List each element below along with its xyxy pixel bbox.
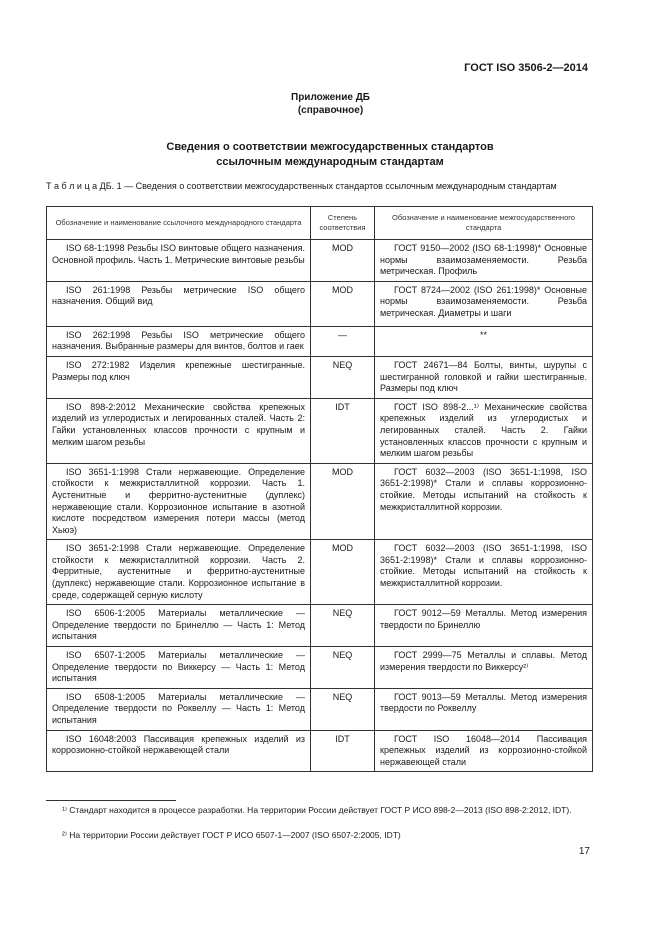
degree-cell: NEQ	[311, 356, 375, 398]
degree-cell: MOD	[311, 240, 375, 282]
degree-cell: —	[311, 326, 375, 356]
appendix-subtitle: (справочное)	[297, 105, 364, 116]
international-standard-cell: ISO 898-2:2012 Механические свойства крепежных изделий из углеродистых и легированных сталей. Часть 2: Гайки установленных классов прочности с крупным и мелким шагом резьбы	[47, 398, 311, 463]
interstate-standard-cell: ГОСТ 6032—2003 (ISO 3651-1:1998, ISO 3651-2:1998)* Стали и сплавы коррозионно-стойкие. Методы испытаний на стойкость к межкристаллитной коррозии.	[375, 463, 593, 540]
header-interstate-standard: Обозначение и наименование межгосударственного стандарта	[375, 207, 593, 240]
correspondence-table	[46, 206, 593, 772]
degree-cell: NEQ	[311, 688, 375, 730]
international-standard-cell: ISO 3651-2:1998 Стали нержавеющие. Определение стойкости к межкристаллитной коррозии. Часть 2. Ферритные, аустенитные и ферритно-аустенитные (дуплекс) нержавеющие стали. Коррозионное испытание в среде, содержащей серную кислоту	[47, 540, 311, 605]
international-standard-cell: ISO 272:1982 Изделия крепежные шестигранные. Размеры под ключ	[47, 356, 311, 398]
section-heading-line-1: Сведения о соответствии межгосударственных стандартов	[166, 141, 494, 153]
table-row	[47, 240, 593, 282]
interstate-standard-cell: ГОСТ ISO 16048—2014 Пассивация крепежных изделий из коррозионно-стойкой нержавеющей стали	[375, 730, 593, 772]
table-row	[47, 281, 593, 326]
table-row	[47, 356, 593, 398]
degree-cell: MOD	[311, 281, 375, 326]
table-row	[47, 463, 593, 540]
international-standard-cell: ISO 261:1998 Резьбы метрические ISO общего назначения. Общий вид	[47, 281, 311, 326]
footnote-separator	[46, 800, 176, 801]
interstate-standard-cell: ГОСТ 8724—2002 (ISO 261:1998)* Основные нормы взаимозаменяемости. Резьба метрическая. Диаметры и шаги	[375, 281, 593, 326]
interstate-standard-cell: ГОСТ 9150—2002 (ISO 68-1:1998)* Основные нормы взаимозаменяемости. Резьба метрическая. Профиль	[375, 240, 593, 282]
header-degree-of-conformity: Степень соответствия	[311, 207, 375, 240]
international-standard-cell: ISO 16048:2003 Пассивация крепежных изделий из коррозионно-стойкой нержавеющей стали	[47, 730, 311, 772]
international-standard-cell: ISO 68-1:1998 Резьбы ISO винтовые общего назначения. Основной профиль. Часть 1. Метрические винтовые резьбы	[47, 240, 311, 282]
table-row	[47, 688, 593, 730]
table-row	[47, 647, 593, 689]
table-header-row	[47, 207, 593, 240]
interstate-standard-cell: **	[375, 326, 593, 356]
interstate-standard-cell: ГОСТ 2999—75 Металлы и сплавы. Метод измерения твердости по Виккерсу²⁾	[375, 647, 593, 689]
international-standard-cell: ISO 3651-1:1998 Стали нержавеющие. Определение стойкости к межкристаллитной коррозии. Часть 1. Аустенитные и ферритно-аустенитные (дуплекс) нержавеющие стали. Коррозионное испытание в азотной кислоте посредством измерения потери массы (метод Хьюэ)	[47, 463, 311, 540]
table-row	[47, 540, 593, 605]
degree-cell: NEQ	[311, 605, 375, 647]
table-row	[47, 326, 593, 356]
international-standard-cell: ISO 262:1998 Резьбы ISO метрические общего назначения. Выбранные размеры для винтов, болтов и гаек	[47, 326, 311, 356]
degree-cell: IDT	[311, 730, 375, 772]
table-row	[47, 398, 593, 463]
interstate-standard-cell: ГОСТ 24671—84 Болты, винты, шурупы с шестигранной головкой и гайки шестигранные. Размеры под ключ	[375, 356, 593, 398]
table-caption: Т а б л и ц а ДБ. 1 — Сведения о соответствии межгосударственных стандартов ссылочным международным стандартам	[46, 181, 557, 191]
degree-cell: IDT	[311, 398, 375, 463]
footnote-2: ²⁾ На территории России действует ГОСТ Р ИСО 6507-1—2007 (ISO 6507-2:2005, IDT)	[62, 830, 401, 840]
international-standard-cell: ISO 6507-1:2005 Материалы металлические — Определение твердости по Виккерсу — Часть 1: Метод испытания	[47, 647, 311, 689]
interstate-standard-cell: ГОСТ 6032—2003 (ISO 3651-1:1998, ISO 3651-2:1998)* Стали и сплавы коррозионно-стойкие. Методы испытаний на стойкость к межкристаллитной коррозии.	[375, 540, 593, 605]
international-standard-cell: ISO 6506-1:2005 Материалы металлические — Определение твердости по Бринеллю — Часть 1: Метод испытания	[47, 605, 311, 647]
appendix-title: Приложение ДБ	[291, 92, 370, 103]
international-standard-cell: ISO 6508-1:2005 Материалы металлические — Определение твердости по Роквеллу — Часть 1: Метод испытания	[47, 688, 311, 730]
interstate-standard-cell: ГОСТ 9013—59 Металлы. Метод измерения твердости по Роквеллу	[375, 688, 593, 730]
interstate-standard-cell: ГОСТ ISO 898-2...¹⁾ Механические свойства крепежных изделий из углеродистых и легированных сталей. Часть 2. Гайки установленных классов прочности с крупным и мелким шагом резьбы	[375, 398, 593, 463]
table-row	[47, 605, 593, 647]
degree-cell: NEQ	[311, 647, 375, 689]
page-number: 17	[578, 846, 590, 857]
footnote-1: ¹⁾ Стандарт находится в процессе разработки. На территории России действует ГОСТ Р ИСО 898-2—2013 (ISO 898-2:2012, IDT).	[62, 805, 572, 815]
standard-designation: ГОСТ ISO 3506-2—2014	[464, 62, 588, 74]
interstate-standard-cell: ГОСТ 9012—59 Металлы. Метод измерения твердости по Бринеллю	[375, 605, 593, 647]
header-international-standard: Обозначение и наименование ссылочного международного стандарта	[47, 207, 311, 240]
degree-cell: MOD	[311, 463, 375, 540]
degree-cell: MOD	[311, 540, 375, 605]
table-row	[47, 730, 593, 772]
section-heading-line-2: ссылочным международным стандартам	[216, 156, 444, 168]
